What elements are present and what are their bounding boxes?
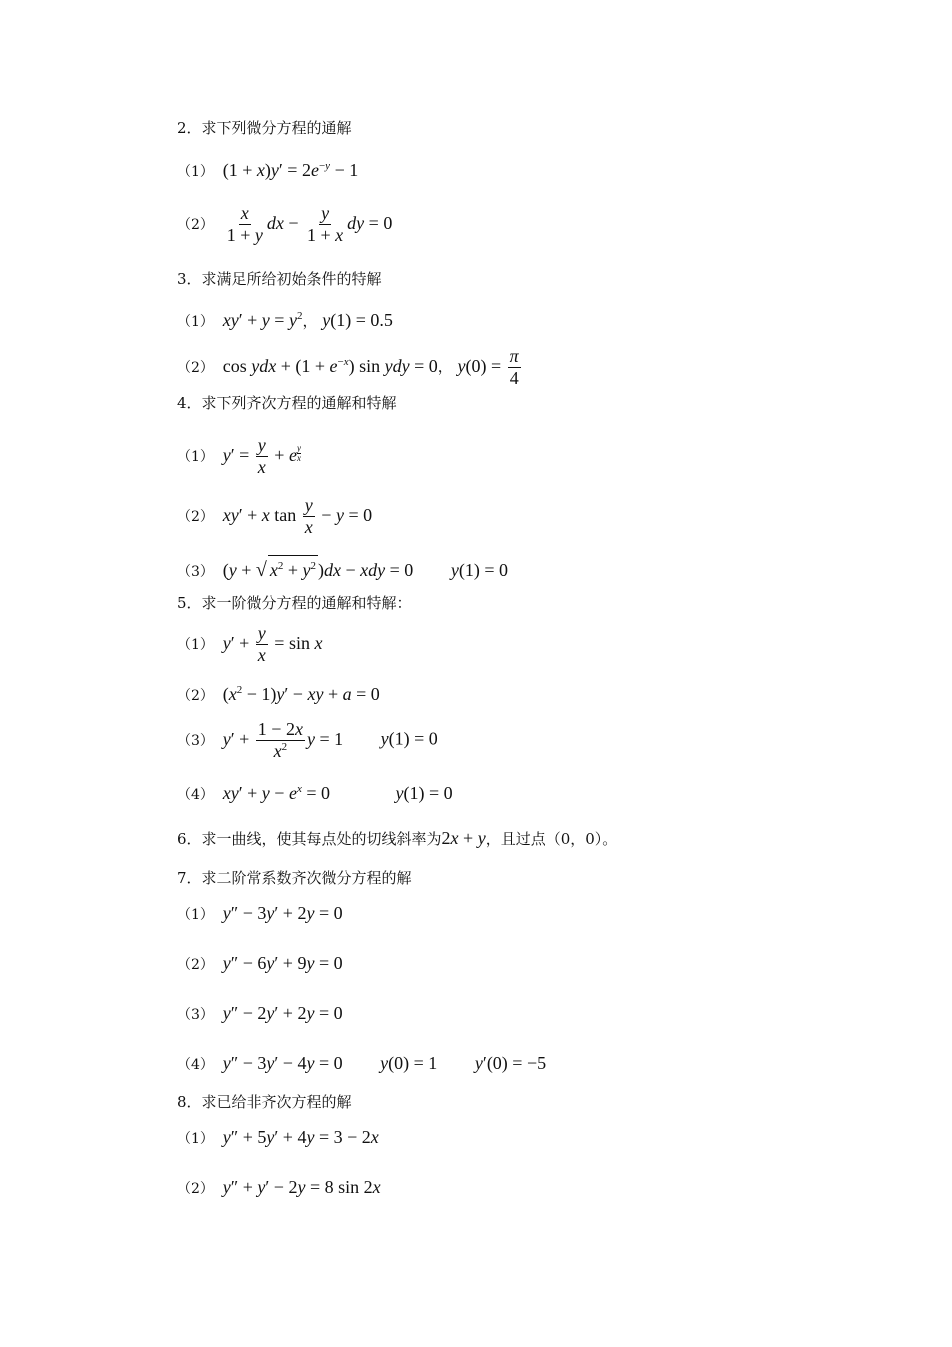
section-5-heading: 5．求一阶微分方程的通解和特解： (177, 594, 412, 612)
s4-item-3: （3） (y + √ $x^2 + y^2$ )dx − xdy = 0 y(1) = 0 (177, 555, 508, 582)
equation: $\frac{x}{1 + y}$ dx − $\frac{y}{1 + x}$ dy = 0 (226, 203, 393, 245)
s8-item-1: （1） y″ + 5y′ + 4y = 3 − 2x (177, 1127, 379, 1147)
section-4-heading: 4．求下列齐次方程的通解和特解 (177, 394, 397, 412)
s3-item-1: （1） $xy' + y = y^2$， y(1) = 0.5 (177, 310, 393, 330)
s7-item-4: （4） y″ − 3y′ − 4y = 0 y(0) = 1 y′(0) = −5 (177, 1053, 547, 1073)
equation: y′ + $\frac{y}{x}$ = sin x (222, 623, 323, 665)
equation: (y + √ $x^2 + y^2$ )dx − xdy = 0 (223, 560, 414, 580)
s7-item-3: （3） y″ − 2y′ + 2y = 0 (177, 1003, 343, 1023)
s5-item-2: （2） $(x^2 - 1)y'$ − xy + a = 0 (177, 684, 380, 704)
equation: y″ − 6y′ + 9y = 0 (222, 953, 343, 973)
section-2-heading: 2．求下列微分方程的通解 (177, 119, 352, 137)
equation: xy′ + x tan $\frac{y}{x}$ − y = 0 (222, 495, 373, 537)
s5-item-3: （3） y′ + $\frac{1 - 2x}{x^2}$ y = 1 y(1) = 0 (177, 719, 438, 761)
equation: y″ + 5y′ + 4y = 3 − 2x (222, 1127, 379, 1147)
s8-item-2: （2） y″ + y′ − 2y = 8 sin 2x (177, 1177, 381, 1197)
section-7-heading: 7．求二阶常系数齐次微分方程的解 (177, 869, 412, 887)
equation: $xy' + y = y^2$ (222, 310, 303, 330)
s3-item-2: （2） cos ydx + $(1 + e^{-x})$ sin ydy = 0， y(0) = $\frac{\pi}{4}$ (177, 346, 519, 388)
section-3-heading: 3．求满足所给初始条件的特解 (177, 270, 382, 288)
s5-item-1: （1） y′ + $\frac{y}{x}$ = sin x (177, 623, 323, 665)
equation: $xy' + y - e^x = 0$ (222, 783, 330, 803)
equation: y″ + y′ − 2y = 8 sin 2x (222, 1177, 381, 1197)
equation: y″ − 3y′ + 2y = 0 (222, 903, 343, 923)
equation: y′ = $\frac{y}{x}$ + e $\frac{y}{x}$ (222, 435, 301, 477)
s5-item-4: （4） $xy' + y - e^x = 0$ y(1) = 0 (177, 783, 453, 803)
equation: y″ − 2y′ + 2y = 0 (222, 1003, 343, 1023)
section-8-heading: 8．求已给非齐次方程的解 (177, 1093, 352, 1111)
s2-item-2: （2） $\frac{x}{1 + y}$ dx − $\frac{y}{1 + x}$ dy = 0 (177, 203, 393, 245)
equation: y′ + $\frac{1 - 2x}{x^2}$ y = 1 (222, 719, 344, 761)
equation: $(x^2 - 1)y'$ − xy + a = 0 (222, 684, 380, 704)
equation: $(1 + x)y' = 2e^{-y} - 1$ (222, 160, 359, 180)
s7-item-1: （1） y″ − 3y′ + 2y = 0 (177, 903, 343, 923)
equation: y″ − 3y′ − 4y = 0 (222, 1053, 343, 1073)
s4-item-2: （2） xy′ + x tan $\frac{y}{x}$ − y = 0 (177, 495, 373, 537)
equation: cos ydx + $(1 + e^{-x})$ sin ydy = 0 (222, 355, 438, 376)
section-6-heading: 6．求一曲线，使其每点处的切线斜率为2x + y，且过点（0，0）。 (177, 828, 618, 848)
s7-item-2: （2） y″ − 6y′ + 9y = 0 (177, 953, 343, 973)
s2-item-1: （1） $(1 + x)y' = 2e^{-y} - 1$ (177, 160, 359, 180)
s4-item-1: （1） y′ = $\frac{y}{x}$ + e $\frac{y}{x}$ (177, 435, 301, 477)
